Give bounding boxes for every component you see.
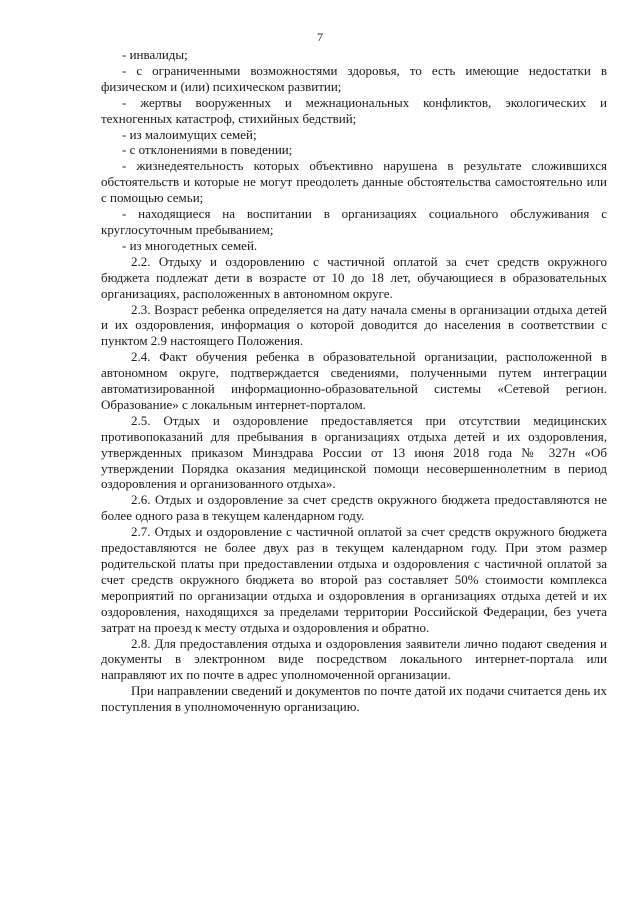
- list-item-social-care: - находящиеся на воспитании в организациях социального обслуживания с круглосуточным пребыванием;: [101, 206, 607, 237]
- clause-2-3: 2.3. Возраст ребенка определяется на дату начала смены в организации отдыха детей и их оздоровления, информация о которой доводится до населения в соответствии с пунктом 2.9 настоящего Положения.: [101, 301, 607, 349]
- list-item-disrupted-life: - жизнедеятельность которых объективно нарушена в результате сложившихся обстоятельств и которые не могут преодолеть данные обстоятельства самостоятельно или с помощью семьи;: [101, 158, 607, 206]
- clause-2-8: 2.8. Для предоставления отдыха и оздоровления заявители лично подают сведения и документы в электронном виде посредством локального интернет-портала или направляют их по почте в адрес уполномоченной организации.: [101, 635, 607, 683]
- clause-2-8-mail-date: При направлении сведений и документов по почте датой их подачи считается день их поступления в уполномоченную организацию.: [101, 683, 607, 715]
- clause-2-2: 2.2. Отдыху и оздоровлению с частичной оплатой за счет средств окружного бюджета подлежат дети в возрасте от 10 до 18 лет, обучающиеся в образовательных организациях, расположенных в автономном округе.: [101, 253, 607, 301]
- list-item-limited-health: - с ограниченными возможностями здоровья, то есть имеющие недостатки в физическом и (или) психическом развитии;: [101, 62, 607, 94]
- document-body: [101, 47, 607, 715]
- list-item-behavior-deviations: - с отклонениями в поведении;: [122, 142, 293, 158]
- list-item-conflict-victims: - жертвы вооруженных и межнациональных конфликтов, экологических и техногенных катастроф, стихийных бедствий;: [101, 94, 607, 126]
- clause-2-6: 2.6. Отдых и оздоровление за счет средств окружного бюджета предоставляются не более одного раза в текущем календарном году.: [101, 492, 607, 524]
- clause-2-4: 2.4. Факт обучения ребенка в образовательной организации, расположенной в автономном округе, подтверждается сведениями, полученными путем интеграции автоматизированной информационно-образовательной системы «Сетевой регион. Образование» с локальным интернет-порталом.: [101, 349, 607, 412]
- list-item-disabled: - инвалиды;: [122, 47, 188, 62]
- list-item-large-families: - из многодетных семей.: [122, 237, 258, 253]
- page-number: 7: [317, 30, 323, 44]
- clause-2-7: 2.7. Отдых и оздоровление с частичной оплатой за счет средств окружного бюджета предоставляются не более двух раз в текущем календарном году. При этом размер родительской платы при предоставлении отдыха и оздоровления с частичной оплатой за счет средств окружного бюджета во второй раз составляет 50% стоимости комплекса мероприятий по организации отдыха и оздоровления в организациях отдыха детей и их оздоровления, находящихся за пределами территории Российской Федерации, без учета затрат на проезд к месту отдыха и оздоровления и обратно.: [101, 524, 607, 635]
- clause-2-5: 2.5. Отдых и оздоровление предоставляется при отсутствии медицинских противопоказаний для пребывания в организациях отдыха детей и их оздоровления, утвержденных приказом Минздрава России от 13 июня 2018 года № 327н «Об утверждении Порядка оказания медицинской помощи несовершеннолетним в период оздоровления и организованного отдыха».: [101, 412, 607, 492]
- list-item-low-income: - из малоимущих семей;: [122, 126, 257, 142]
